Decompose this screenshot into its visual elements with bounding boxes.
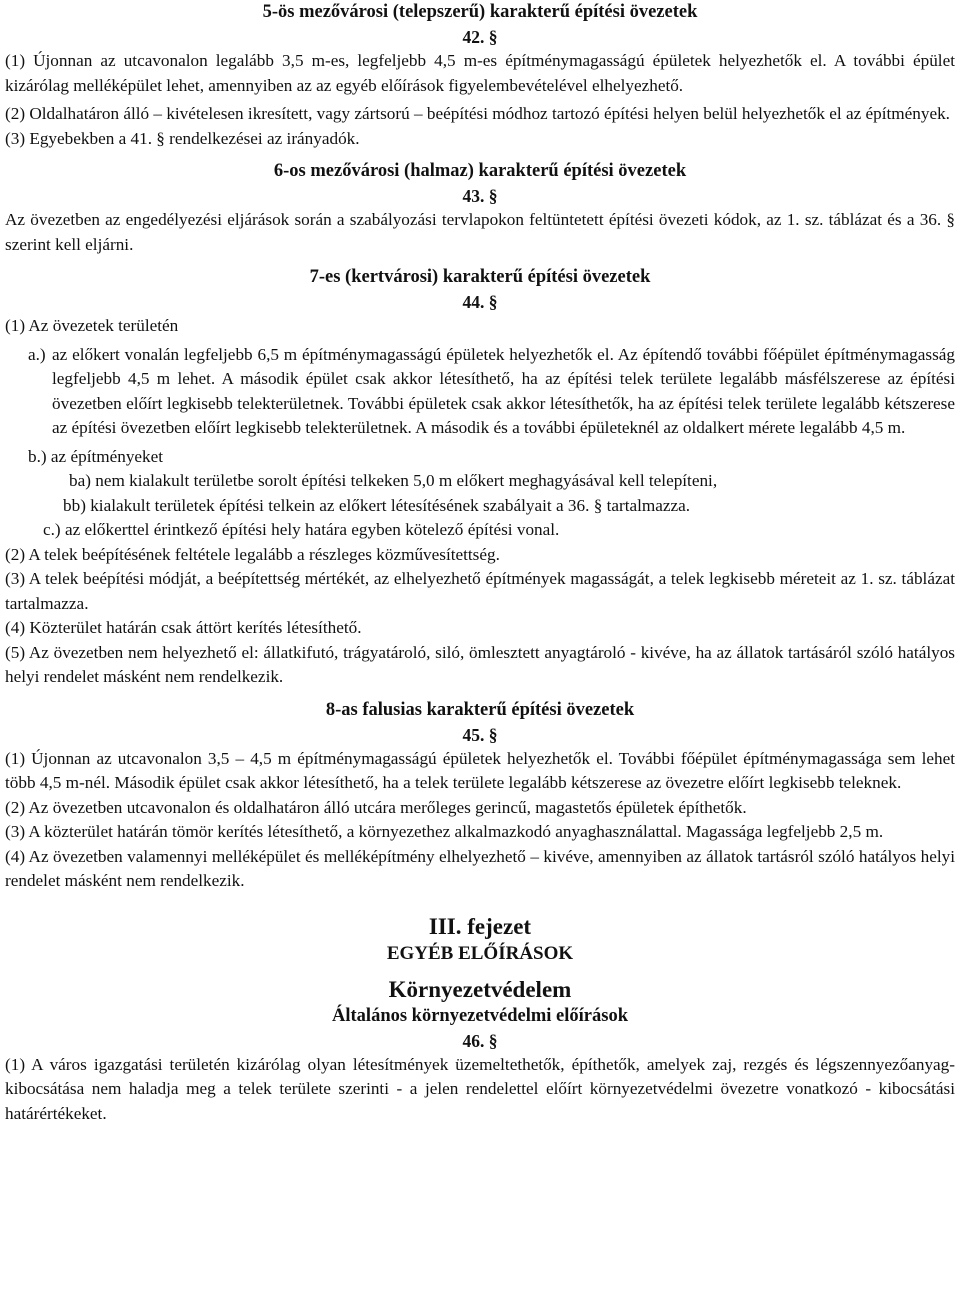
paragraph-text: (2) Az övezetben utcavonalon és oldalhatáron álló utcára merőleges gerincű, magastetős épületek építhetők. (5, 797, 747, 817)
list-label: a.) (28, 344, 46, 364)
chapter-number: III. fejezet (428, 913, 532, 939)
section-title: 5-ös mezővárosi (telepszerű) karakterű építési övezetek (262, 2, 698, 22)
chapter-subtitle: Környezetvédelem (388, 976, 572, 1002)
section-title: 7-es (kertvárosi) karakterű építési övezetek (309, 267, 651, 287)
paragraph-number: 42. § (462, 27, 498, 47)
paragraph-number: 43. § (462, 186, 498, 206)
paragraph-text: (1) Az övezetek területén (5, 316, 179, 335)
paragraph-number: 46. § (462, 1030, 498, 1051)
list-item: c.) az előkerttel érintkező építési hely határa egyben kötelező építési vonal. (43, 520, 560, 539)
section-title: 6-os mezővárosi (halmaz) karakterű építési övezetek (273, 161, 687, 181)
list-item-text: az előkert vonalán legfeljebb 6,5 m építménymagasságú épületek helyezhetők el. Az építendő további főépület építménymagasság legfeljebb 4,5 m lehet. A második épület csak akkor létesíthető, ha az építési telek területe legalább másfélszerese az építési övezetben előírt legkisebb telekterületnek. További épületek csak akkor létesíthetők, ha az építési telek területe legalább kétszerese az építési övezetben előírt legkisebb telekterületnek. A második és a további épületeknél az oldalkert mérete legalább 4,5 m. (52, 344, 955, 437)
paragraph-text: (1) Újonnan az utcavonalon 3,5 – 4,5 m építménymagasságú épületek helyezhetők el. További főépület építménymagassága sem lehet több 4,5 m-nél. Második épület csak akkor létesíthető, ha a telek területe legalább kétszerese az övezetre előírt legkisebb teleknek. (5, 748, 955, 792)
paragraph-text: (1) A város igazgatási területén kizárólag olyan létesítmények üzemeltethetők, építhetők, amelyek zaj, rezgés és légszennyezőanyag-kibocsátása nem haladja meg a telek területe szerinti - a jelen rendelettel előírt környezetvédelmi övezetre vonatkozó - kibocsátási határértékeket. (5, 1054, 955, 1123)
paragraph-text: (3) A közterület határán tömör kerítés létesíthető, a környezethez alkalmazkodó anyaghasználattal. Magassága legfeljebb 2,5 m. (5, 822, 884, 841)
section-title: 8-as falusias karakterű építési övezetek (325, 699, 635, 720)
paragraph-text: (3) A telek beépítési módját, a beépítettség mértékét, az elhelyezhető építmények magasságát, a telek legkisebb méreteit az 1. sz. táblázat tartalmazza. (5, 569, 955, 613)
paragraph-number: 45. § (462, 724, 498, 745)
section-title: Általános környezetvédelmi előírások (332, 1005, 628, 1026)
paragraph-text: (1) Újonnan az utcavonalon legalább 3,5 m-es, legfeljebb 4,5 m-es építménymagasságú épületek helyezhetők el. A további épület kizárólag melléképület lehet, amennyiben az az egyéb előírások figyelembevételével elhelyezhető. (5, 51, 955, 95)
chapter-title: EGYÉB ELŐÍRÁSOK (386, 942, 574, 964)
paragraph-text: (5) Az övezetben nem helyezhető el: állatkifutó, trágyatároló, siló, ömlesztett anyagtároló - kivéve, ha az állatok tartásáról szóló hatályos helyi rendelet másként nem rendelkezik. (5, 642, 955, 686)
paragraph-text: (2) Oldalhatáron álló – kivételesen ikresített, vagy zártsorú – beépítési módhoz tartozó építési helyen belül helyezhetők el az építmények. (5, 104, 950, 123)
list-item: b.) az építményeket (28, 446, 164, 466)
paragraph-text: (3) Egyebekben a 41. § rendelkezései az irányadók. (5, 128, 360, 148)
paragraph-text: Az övezetben az engedélyezési eljárások során a szabályozási tervlapokon feltüntetett építési övezeti kódok, az 1. sz. táblázat és a 36. § szerint kell eljárni. (5, 210, 955, 254)
paragraph-number: 44. § (462, 292, 498, 312)
sub-list-item: bb) kialakult területek építési telkein az előkert létesítésének szabályait a 36. § tartalmazza. (63, 495, 691, 515)
list-item (5, 343, 955, 441)
paragraph-text: (2) A telek beépítésének feltétele legalább a részleges közművesítettség. (5, 544, 500, 564)
paragraph-text: (4) Az övezetben valamennyi melléképület és melléképítmény elhelyezhető – kivéve, amennyiben az állatok tartásról szóló hatályos helyi rendelet másként nem rendelkezik. (5, 846, 955, 890)
paragraph-text: (4) Közterület határán csak áttört kerítés létesíthető. (5, 618, 362, 637)
sub-list-item: ba) nem kialakult területbe sorolt építési telkeken 5,0 m előkert meghagyásával kell telepíteni, (69, 471, 718, 490)
